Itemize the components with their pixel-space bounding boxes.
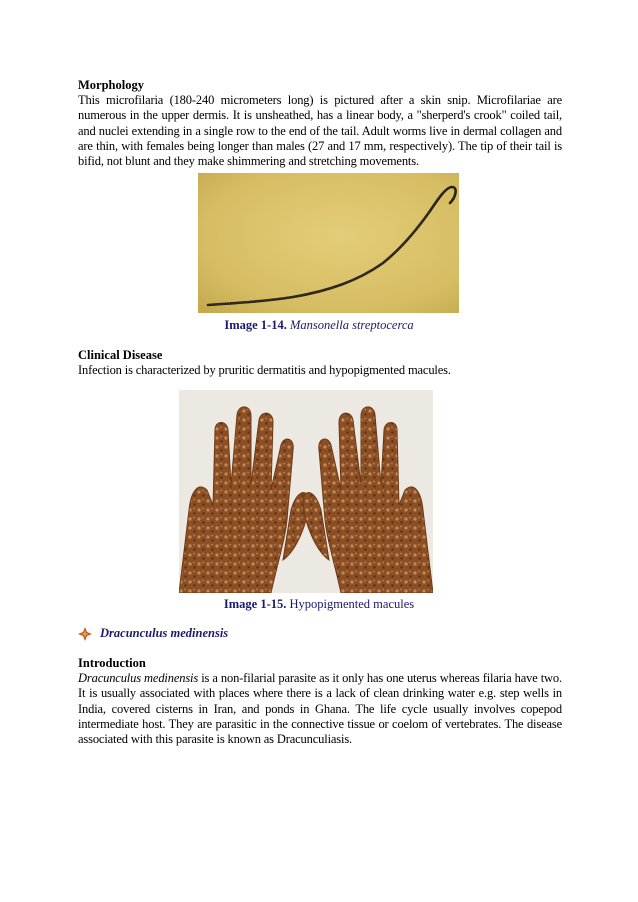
morphology-section	[78, 78, 562, 169]
dracunculus-section-title	[78, 626, 228, 641]
figure-2-caption	[0, 597, 638, 612]
figure-1-caption	[0, 318, 638, 333]
figure-1-number: Image 1-14.	[224, 318, 287, 332]
hypopigmented-hands-photo	[179, 390, 433, 593]
diamond-star-icon	[78, 627, 92, 641]
introduction-lead-species: Dracunculus medinensis	[78, 671, 199, 685]
clinical-heading: Clinical Disease	[78, 348, 163, 362]
figure-2-title: Hypopigmented macules	[289, 597, 415, 611]
microfilaria-micrograph	[198, 173, 459, 313]
figure-2-number: Image 1-15.	[223, 597, 287, 611]
introduction-heading: Introduction	[78, 656, 146, 670]
morphology-paragraph: This microfilaria (180-240 micrometers long) is pictured after a skin snip. Microfilariae are numerous in the upper dermis. It is unsheathed, has a linear body, a "sherperd's crook" coiled tail, and nuclei extending in a single row to the end of the tail. Adult worms live in dermal collagen and are thin, with females being longer than males (27 and 17 mm, respectively). The tip of their tail is bifid, not blunt and they make shimmering and stretching movements.	[78, 93, 562, 169]
dracunculus-title-text: Dracunculus medinensis	[100, 626, 229, 640]
figure-1-title: Mansonella streptocerca	[289, 318, 414, 332]
introduction-section	[78, 656, 562, 747]
introduction-body: is a non-filarial parasite as it only has one uterus whereas filaria have two. It is usually associated with places where there is a lack of clean drinking water e.g. step wells in India, covered cisterns in Iran, and ponds in Ghana. The life cycle usually involves copepod intermediate host. They are parasitic in the connective tissue or coelom of vertebrates. The disease associated with this parasite is known as Dracunculiasis.	[78, 671, 562, 747]
introduction-paragraph	[78, 671, 562, 747]
morphology-heading: Morphology	[78, 78, 144, 92]
clinical-section	[78, 348, 562, 378]
clinical-paragraph: Infection is characterized by pruritic dermatitis and hypopigmented macules.	[78, 363, 451, 377]
